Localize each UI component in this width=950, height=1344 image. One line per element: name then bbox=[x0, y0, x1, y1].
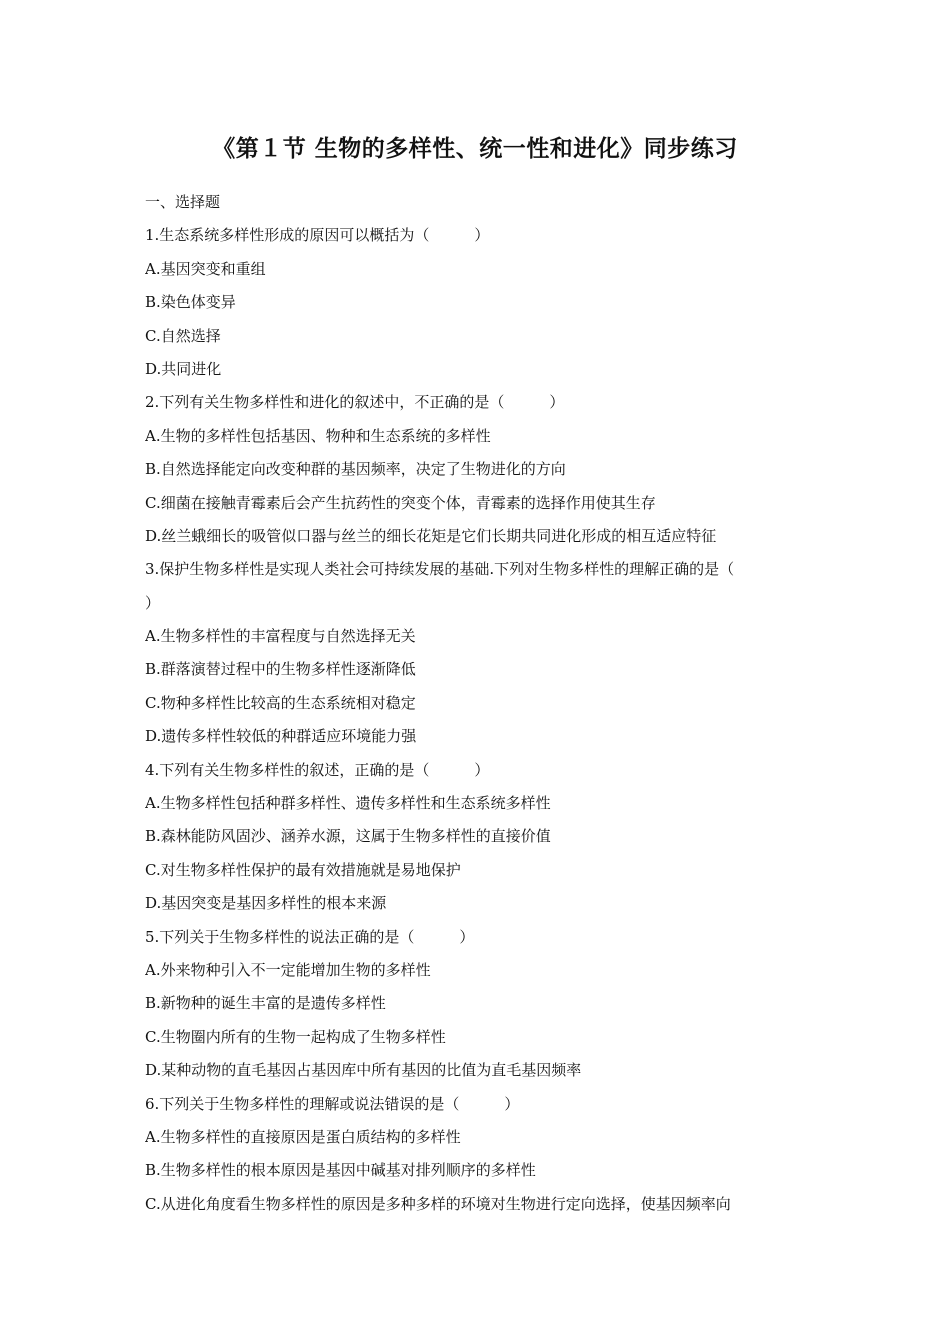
question-option: B.自然选择能定向改变种群的基因频率，决定了生物进化的方向 bbox=[145, 460, 566, 479]
question-stem: 3.保护生物多样性是实现人类社会可持续发展的基础.下列对生物多样性的理解正确的是（ bbox=[145, 560, 735, 579]
question-option: A.生物多样性包括种群多样性、遗传多样性和生态系统多样性 bbox=[145, 794, 551, 813]
question-option: B.森林能防风固沙、涵养水源，这属于生物多样性的直接价值 bbox=[145, 827, 551, 846]
question-option: A.外来物种引入不一定能增加生物的多样性 bbox=[145, 960, 431, 979]
question-option: B.染色体变异 bbox=[145, 293, 236, 312]
question-stem: 6.下列关于生物多样性的理解或说法错误的是（ ） bbox=[145, 1094, 520, 1113]
question-option: A.生物的多样性包括基因、物种和生态系统的多样性 bbox=[145, 426, 491, 445]
question-option: B.生物多样性的根本原因是基因中碱基对排列顺序的多样性 bbox=[145, 1161, 536, 1180]
question-stem: 2.下列有关生物多样性和进化的叙述中，不正确的是（ ） bbox=[145, 393, 565, 412]
question-option: A.生物多样性的丰富程度与自然选择无关 bbox=[145, 627, 416, 646]
section-heading: 一、选择题 bbox=[145, 193, 221, 211]
question-option: C.自然选择 bbox=[145, 326, 221, 345]
question-stem: 4.下列有关生物多样性的叙述，正确的是（ ） bbox=[145, 760, 490, 779]
question-option: C.从进化角度看生物多样性的原因是多种多样的环境对生物进行定向选择，使基因频率向 bbox=[145, 1194, 731, 1213]
question-stem: 5.下列关于生物多样性的说法正确的是（ ） bbox=[145, 927, 475, 946]
question-option: C.生物圈内所有的生物一起构成了生物多样性 bbox=[145, 1027, 446, 1046]
question-list bbox=[145, 186, 815, 1221]
question-option: B.群落演替过程中的生物多样性逐渐降低 bbox=[145, 660, 416, 679]
question-option: D.基因突变是基因多样性的根本来源 bbox=[145, 894, 387, 913]
question-option: B.新物种的诞生丰富的是遗传多样性 bbox=[145, 994, 386, 1013]
question-option: D.某种动物的直毛基因占基因库中所有基因的比值为直毛基因频率 bbox=[145, 1061, 582, 1080]
question-option: D.遗传多样性较低的种群适应环境能力强 bbox=[145, 727, 417, 746]
question-option: C.物种多样性比较高的生态系统相对稳定 bbox=[145, 693, 416, 712]
question-option: A.生物多样性的直接原因是蛋白质结构的多样性 bbox=[145, 1127, 461, 1146]
question-option: D.丝兰蛾细长的吸管似口器与丝兰的细长花矩是它们长期共同进化形成的相互适应特征 bbox=[145, 526, 717, 545]
question-option: C.细菌在接触青霉素后会产生抗药性的突变个体，青霉素的选择作用使其生存 bbox=[145, 493, 656, 512]
question-stem-continuation: ） bbox=[145, 593, 161, 612]
question-option: C.对生物多样性保护的最有效措施就是易地保护 bbox=[145, 860, 461, 879]
question-stem: 1.生态系统多样性形成的原因可以概括为（ ） bbox=[145, 226, 490, 245]
question-option: D.共同进化 bbox=[145, 359, 222, 378]
question-option: A.基因突变和重组 bbox=[145, 259, 266, 278]
page-title: 《第１节 生物的多样性、统一性和进化》同步练习 bbox=[212, 136, 738, 162]
